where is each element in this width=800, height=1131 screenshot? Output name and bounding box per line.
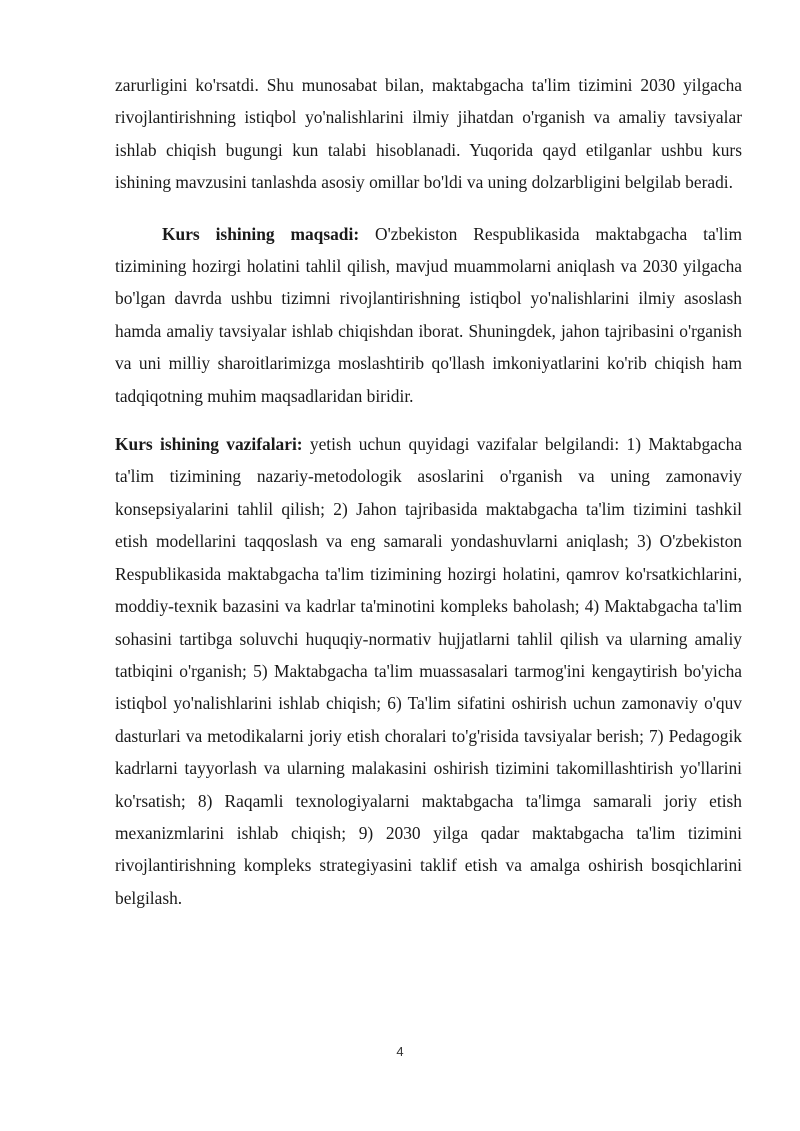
paragraph-tasks xyxy=(115,428,742,914)
goal-heading: Kurs ishining maqsadi: xyxy=(162,223,360,244)
paragraph-relevance: zarurligini ko'rsatdi. Shu munosabat bilan, maktabgacha ta'lim tizimini 2030 yilgacha rivojlantirishning istiqbol yo'nalishlarini ilmiy jihatdan o'rganish va amaliy tavsiyalar ishlab chiqish bugungi kun talabi hisoblanadi. Yuqorida qayd etilganlar ushbu kurs ishining mavzusini tanlashda asosiy omillar bo'ldi va uning dolzarbligini belgilab beradi. xyxy=(115,75,742,193)
goal-text: O'zbekiston Respublikasida maktabgacha ta'lim tizimining hozirgi holatini tahlil qilish, mavjud muammolarni aniqlash va 2030 yilgacha bo'lgan davrda ushbu tizimni rivojlantirishning istiqbol yo'nalishlarini ilmiy asoslash hamda amaliy tavsiyalar ishlab chiqishdan iborat. Shuningdek, jahon tajribasini o'rganish va uni milliy sharoitlarimizga moslashtirib qo'llash imkoniyatlarini ko'rib chiqish ham tadqiqotning muhim maqsadlaridan biridir. xyxy=(115,223,742,406)
paragraph-goal xyxy=(115,218,742,412)
page-content xyxy=(115,69,742,914)
tasks-text: yetish uchun quyidagi vazifalar belgilandi: 1) Maktabgacha ta'lim tizimining nazariy-metodologik asoslarini o'rganish va uning zamonaviy konsepsiyalarini tahlil qilish; 2) Jahon tajribasida maktabgacha ta'lim tizimini tashkil etish modellarini taqqoslash va eng samarali yondashuvlarni aniqlash; 3) O'zbekiston Respublikasida maktabgacha ta'lim tizimining hozirgi holatini, qamrov ko'rsatkichlarini, moddiy-texnik bazasini va kadrlar ta'minotini kompleks baholash; 4) Maktabgacha ta'lim sohasini tartibga soluvchi huquqiy-normativ hujjatlarni tahlil qilish va ularning amaliy tatbiqini o'rganish; 5) Maktabgacha ta'lim muassasalari tarmog'ini kengaytirish bo'yicha istiqbol yo'nalishlarini ishlab chiqish; 6) Ta'lim sifatini oshirish uchun zamonaviy o'quv dasturlari va metodikalarni joriy etish choralari to'g'risida tavsiyalar berish; 7) Pedagogik kadrlarni tayyorlash va ularning malakasini oshirish tizimini takomillashtirish yo'llarini ko'rsatish; 8) Raqamli texnologiyalarni maktabgacha ta'limga samarali joriy etish mexanizmlarini ishlab chiqish; 9) 2030 yilga qadar maktabgacha ta'lim tizimini rivojlantirishning kompleks strategiyasini taklif etish va amalga oshirish bosqichlarini belgilash. xyxy=(115,434,742,908)
tasks-heading: Kurs ishining vazifalari: xyxy=(115,434,303,455)
page-number: 4 xyxy=(396,1044,404,1059)
